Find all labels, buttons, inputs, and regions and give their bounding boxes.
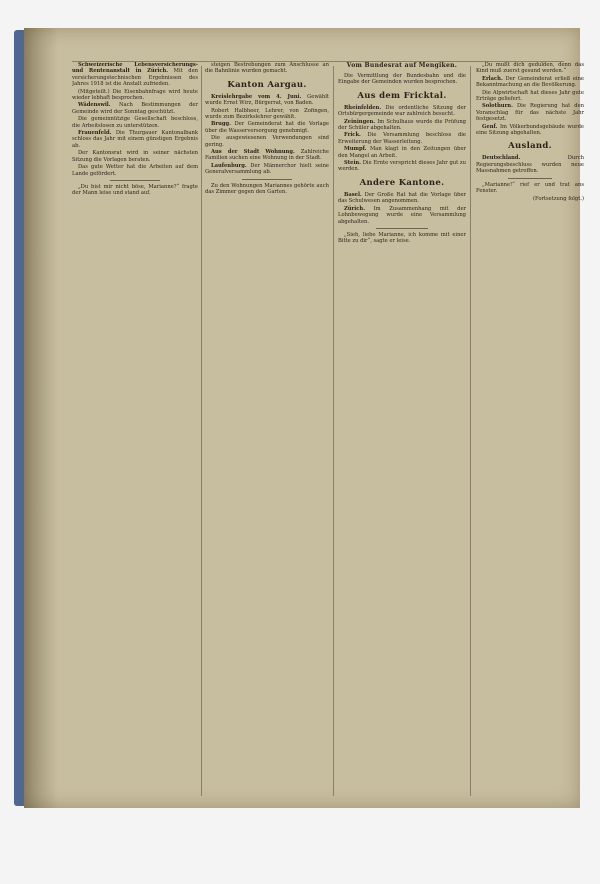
continuation-note: (Fortsetzung folgt.) bbox=[532, 195, 584, 202]
article-paragraph: Aus der Stadt Wohnung. Zahlreiche Familien suchen eine Wohnung in der Stadt. bbox=[205, 149, 329, 162]
story-paragraph: „Sieh, liebe Marianne, ich komme mit einer Bitte zu dir“, sagte er leise. bbox=[338, 231, 466, 245]
section-heading-mengiken: Vom Bundesrat auf Mengiken. bbox=[346, 62, 458, 69]
column-2 bbox=[205, 62, 329, 802]
article-lead: Genf. bbox=[482, 123, 498, 130]
section-separator bbox=[508, 178, 551, 179]
article-paragraph: Laufenburg. Der Männerchor hielt seine Generalversammlung ab. bbox=[205, 162, 329, 176]
section-heading-ausland: Ausland. bbox=[508, 141, 552, 152]
section-separator bbox=[242, 179, 292, 180]
article-lead: Mumpf. bbox=[344, 146, 367, 153]
section-heading-fricktal: Aus dem Fricktal. bbox=[357, 90, 447, 101]
article-paragraph: Die ausgewiesenen Verwendungen sind gering. bbox=[205, 135, 329, 148]
article-paragraph: Stein. Die Ernte verspricht dieses Jahr gut zu werden. bbox=[338, 160, 466, 173]
newspaper-page bbox=[24, 28, 584, 808]
article-paragraph: Schweizerische Lebensversicherungs- und Rentenanstalt in Zürich. Mit den versicherungstechnischen Ergebnissen des Jahres 1918 ist die Anstalt zufrieden. bbox=[72, 62, 198, 88]
article-paragraph: (Mitgeteilt.) Die Eisenbahnfrage wird heute wieder lebhaft besprochen. bbox=[72, 88, 198, 102]
story-paragraph: „Du bist mir nicht böse, Marianne?“ fragte der Mann leise und stand auf. bbox=[72, 183, 198, 197]
article-paragraph: Brugg. Der Gemeinderat hat die Vorlage über die Wasserversorgung genehmigt. bbox=[205, 121, 329, 134]
article-paragraph: Der Kantonsrat wird in seiner nächsten Sitzung die Vorlagen beraten. bbox=[72, 150, 198, 163]
article-paragraph: Solothurn. Die Regierung hat den Voranschlag für das nächste Jahr festgesetzt. bbox=[476, 103, 584, 123]
article-paragraph: steigen Bestrebungen zum Anschlusse an die Bahnlinie wurden gemacht. bbox=[205, 62, 329, 75]
article-paragraph: Deutschland. Durch Regierungsbeschluss wurden neue Massnahmen getroffen. bbox=[476, 155, 584, 175]
article-lead: Frauenfeld. bbox=[78, 130, 112, 137]
column-rule bbox=[333, 66, 334, 796]
article-lead: Schweizerische Lebensversicherungs- und Rentenanstalt in Zürich. bbox=[72, 62, 198, 75]
section-separator bbox=[110, 180, 160, 181]
story-paragraph: Zu den Wohnungen Mariannes gehörte auch das Zimmer gegen den Garten. bbox=[205, 182, 329, 196]
column-3 bbox=[338, 62, 466, 802]
article-paragraph: Kreislehrgabe vom 4. Juni. Gewählt wurde Ernst Wirz, Bürgerrat, von Baden. bbox=[205, 93, 329, 107]
article-lead: Laufenburg. bbox=[211, 162, 247, 169]
article-paragraph: Robert Halbheer, Lehrer, von Zofingen, wurde zum Bezirkslehrer gewählt. bbox=[205, 107, 329, 121]
article-paragraph: Genf. Im Völkerbundsgebäude wurde eine Sitzung abgehalten. bbox=[476, 123, 584, 137]
article-paragraph: Frauenfeld. Die Thurgauer Kantonalbank schloss das Jahr mit einem günstigen Ergebnis ab. bbox=[72, 130, 198, 149]
article-paragraph: Rheinfelden. Die ordentliche Sitzung der Ortsbürgergemeinde war zahlreich besucht. bbox=[338, 104, 466, 118]
article-paragraph: Wädenswil. Nach Bestimmungen der Gemeinde wird der Sonntag geschützt. bbox=[72, 102, 198, 115]
column-rule bbox=[470, 66, 471, 796]
article-paragraph: Das gute Wetter hat die Arbeiten auf dem Lande gefördert. bbox=[72, 164, 198, 177]
article-paragraph: Zürich. Im Zusammenhang mit der Lohnbewegung wurde eine Versammlung abgehalten. bbox=[338, 205, 466, 225]
article-lead: Rheinfelden. bbox=[344, 104, 382, 111]
story-paragraph: „Du mußt dich gedulden, denn das Kind muß zuerst gesund werden.“ bbox=[476, 62, 584, 75]
article-lead: Brugg. bbox=[211, 121, 231, 128]
story-paragraph: „Marianne!“ rief er und trat ans Fenster. bbox=[476, 181, 584, 195]
article-paragraph: Frick. Die Versammlung beschloss die Erweiterung der Wasserleitung. bbox=[338, 132, 466, 145]
section-heading-other-cantons: Andere Kantone. bbox=[359, 177, 445, 188]
article-lead: Solothurn. bbox=[482, 103, 513, 110]
article-lead: Basel. bbox=[344, 191, 362, 198]
article-lead: Kreislehrgabe vom 4. Juni. bbox=[211, 93, 302, 100]
section-heading-aargau: Kanton Aargau. bbox=[227, 79, 307, 90]
article-lead: Aus der Stadt Wohnung. bbox=[211, 149, 295, 156]
section-separator bbox=[376, 228, 427, 229]
article-paragraph: Zeiningen. Im Schulhaus wurde die Prüfung der Schüler abgehalten. bbox=[338, 118, 466, 132]
article-lead: Erlach. bbox=[482, 75, 503, 82]
article-paragraph: Die gemeinnützige Gesellschaft beschloss, die Arbeitslosen zu unterstützen. bbox=[72, 116, 198, 129]
article-lead: Deutschland. bbox=[482, 155, 521, 162]
article-lead: Wädenswil. bbox=[78, 102, 111, 109]
article-lead: Zürich. bbox=[344, 205, 365, 212]
article-paragraph: Mumpf. Man klagt in den Zeitungen über den Mangel an Arbeit. bbox=[338, 146, 466, 159]
article-paragraph: Erlach. Der Gemeinderat erließ eine Bekanntmachung an die Bevölkerung. bbox=[476, 75, 584, 89]
article-lead: Frick. bbox=[344, 132, 361, 139]
article-paragraph: Basel. Der Große Rat hat die Vorlage über das Schulwesen angenommen. bbox=[338, 191, 466, 205]
article-paragraph: Die Vermittlung der Bundesbahn und die Eingabe der Gemeinden wurden besprochen. bbox=[338, 73, 466, 86]
column-1 bbox=[72, 62, 198, 802]
article-paragraph: Die Alpwirtschaft hat dieses Jahr gute Erträge geliefert. bbox=[476, 89, 584, 103]
article-lead: Zeiningen. bbox=[344, 118, 376, 125]
article-lead: Stein. bbox=[344, 160, 361, 167]
column-rule bbox=[201, 66, 202, 796]
column-4 bbox=[476, 62, 584, 802]
